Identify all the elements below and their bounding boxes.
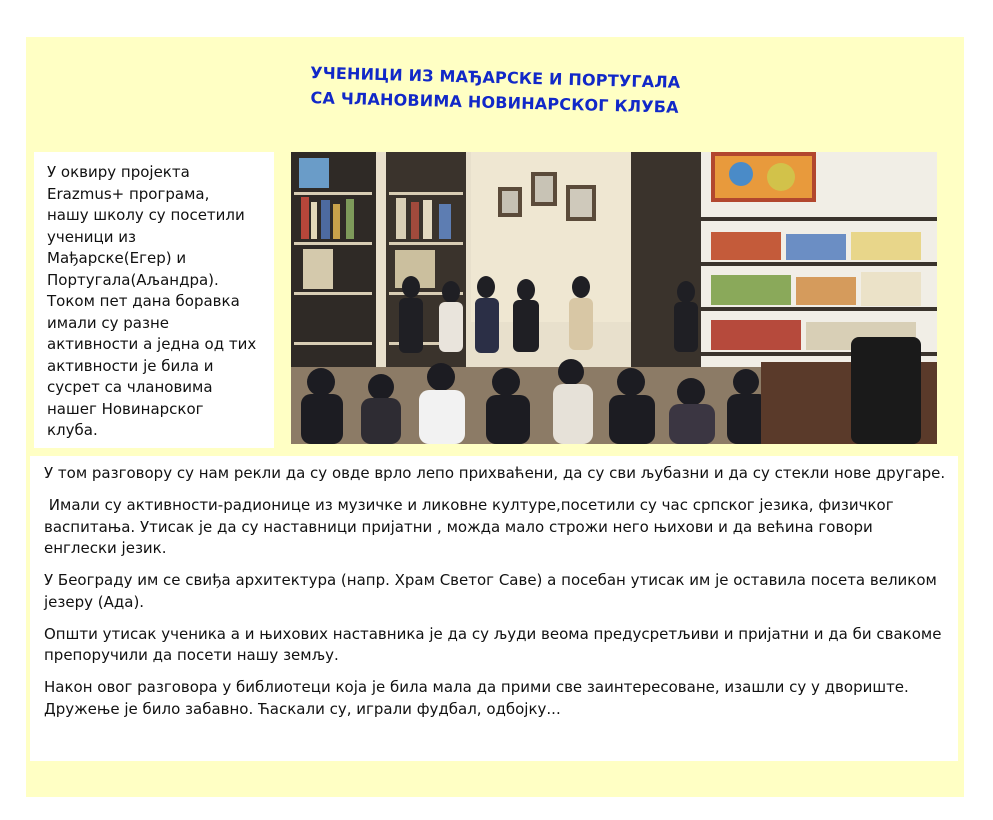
article-title (26, 53, 965, 128)
intro-text-box (34, 152, 274, 448)
intro-line: сусрет са члановима (47, 378, 213, 396)
title-line-1: УЧЕНИЦИ ИЗ МАЂАРСКЕ И ПОРТУГАЛА (310, 63, 681, 92)
title-line-2: СА ЧЛАНОВИМА НОВИНАРСКОГ КЛУБА (310, 88, 679, 117)
intro-line: Erazmus+ програма, (47, 184, 210, 203)
intro-line: У оквиру пројекта (47, 163, 190, 181)
intro-line: активности а једна од тих (47, 335, 257, 353)
body-paragraph: У том разговору су нам рекли да су овде врло лепо прихваћени, да су сви љубазни и да су стекли нове другаре. (44, 464, 946, 482)
intro-line: активности је била и (47, 356, 214, 375)
intro-line: имали су разне (47, 313, 169, 332)
body-paragraph: Након овог разговора у библиотеци која је била мала да прими све заинтересоване, изашли су у двориште. Дружење је било забавно. Ћаскали су, играли фудбал, одбојку... (44, 678, 909, 718)
article-panel (26, 37, 964, 797)
body-paragraph: Имали су активности-радионице из музичке и ликовне културе,посетили су час српског језика, физичког васпитања. Утисак је да су наставници пријатни , можда мало строжи него њихови и да већина говори енглески језик. (44, 496, 899, 557)
intro-line: Мађарске(Егер) и (47, 249, 187, 267)
body-paragraph: У Београду им се свиђа архитектура (напр. Храм Светог Саве) а посебан утисак им је оставила посета великом језеру (Ада). (44, 571, 937, 611)
intro-line: нашег Новинарског (47, 399, 204, 418)
intro-line: Португала(Аљандра). (47, 270, 219, 289)
article-body (30, 456, 958, 761)
body-paragraph: Општи утисак ученика а и њихових наставника је да су људи веома предусретљиви и пријатни и да би свакоме препоручили да посети нашу земљу. (44, 624, 942, 664)
intro-line: клуба. (47, 421, 98, 439)
library-meeting-photo (291, 152, 937, 444)
intro-line: нашу школу су посетили (47, 206, 245, 224)
intro-line: ученици из (47, 227, 136, 246)
intro-line: Током пет дана боравка (47, 292, 240, 310)
